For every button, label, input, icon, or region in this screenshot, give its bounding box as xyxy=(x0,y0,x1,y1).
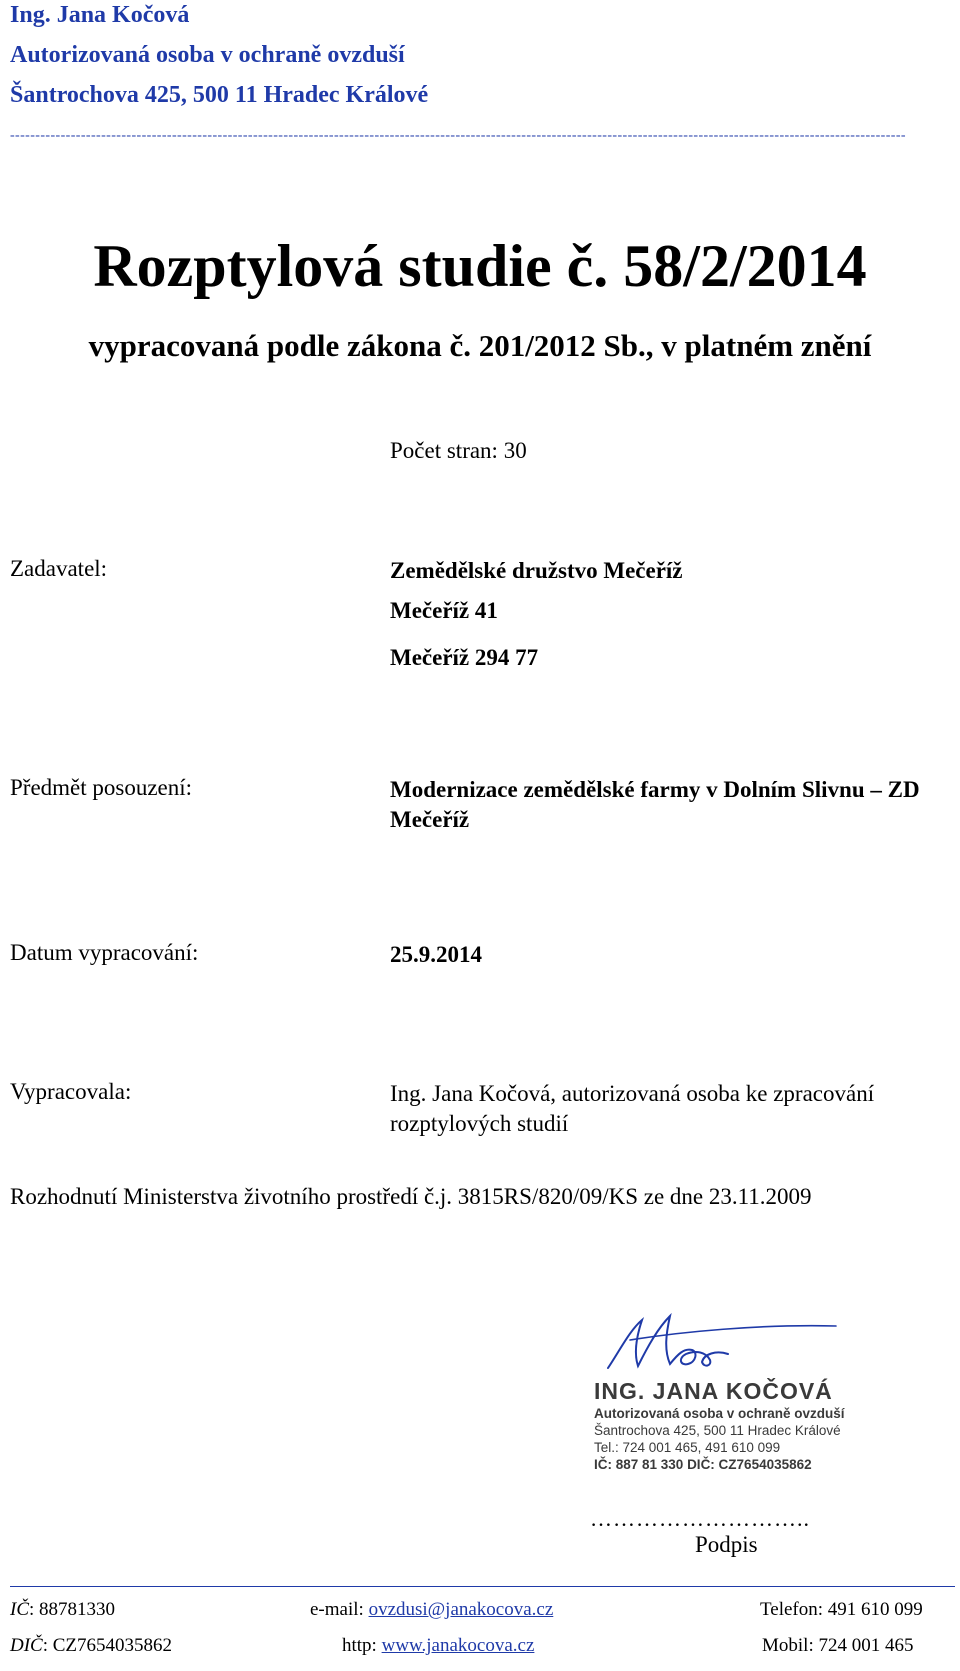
footer-phone: Telefon: 491 610 099 xyxy=(760,1599,923,1620)
stamp-address: Šantrochova 425, 500 11 Hradec Králové xyxy=(594,1423,841,1438)
client-address-line: Mečeříž 41 xyxy=(390,598,498,623)
date-label: Datum vypracování: xyxy=(10,940,199,965)
subject-label: Předmět posouzení: xyxy=(10,775,193,800)
footer-ic-label: IČ xyxy=(10,1599,29,1620)
document-title: Rozptylová studie č. 58/2/2014 xyxy=(93,233,867,299)
email-link[interactable]: ovzdusi@janakocova.cz xyxy=(368,1599,554,1620)
client-city-line: Mečeříž 294 77 xyxy=(390,645,539,670)
footer-dic-label: DIČ xyxy=(10,1635,43,1656)
stamp-name: ING. JANA KOČOVÁ xyxy=(594,1378,833,1404)
footer-email-label: e-mail: xyxy=(310,1599,369,1620)
footer-mobile: Mobil: 724 001 465 xyxy=(762,1635,914,1656)
stamp-phone: Tel.: 724 001 465, 491 610 099 xyxy=(594,1440,781,1455)
footer-dic xyxy=(10,1635,172,1657)
client-name: Zemědělské družstvo Mečeříž xyxy=(390,558,683,583)
client-label: Zadavatel: xyxy=(10,556,108,581)
footer-web-label: http: xyxy=(342,1635,382,1656)
signature-label: Podpis xyxy=(695,1532,758,1557)
footer-web xyxy=(342,1635,534,1657)
page-count: Počet stran: 30 xyxy=(390,438,527,463)
author-stamp xyxy=(594,1378,904,1473)
footer-ic xyxy=(10,1599,115,1621)
header-separator: --------------------------------------------------------------------------------------------------------------------------------------------------------------------------------- xyxy=(10,128,906,143)
footer-ic-value: : 88781330 xyxy=(29,1599,116,1620)
ministry-decision: Rozhodnutí Ministerstva životního prostředí č.j. 3815RS/820/09/KS ze dne 23.11.2009 xyxy=(10,1184,812,1209)
author-label: Vypracovala: xyxy=(10,1079,132,1104)
handwritten-signature xyxy=(600,1310,840,1380)
footer-divider xyxy=(10,1586,955,1587)
web-link[interactable]: www.janakocova.cz xyxy=(381,1635,535,1656)
stamp-role: Autorizovaná osoba v ochraně ovzduší xyxy=(594,1406,845,1421)
signature-dots: ……………………….. xyxy=(590,1506,810,1531)
author-role: Autorizovaná osoba v ochraně ovzduší xyxy=(10,42,405,68)
footer-dic-value: : CZ7654035862 xyxy=(42,1635,173,1656)
document-subtitle: vypracovaná podle zákona č. 201/2012 Sb., v platném znění xyxy=(88,328,872,363)
author-address: Šantrochova 425, 500 11 Hradec Králové xyxy=(10,82,429,108)
author-name: Ing. Jana Kočová xyxy=(10,2,190,28)
footer-email xyxy=(310,1599,553,1621)
subject-value: Modernizace zemědělské farmy v Dolním Slivnu – ZD Mečeříž xyxy=(390,777,920,832)
stamp-ids: IČ: 887 81 330 DIČ: CZ7654035862 xyxy=(594,1457,812,1472)
author-value: Ing. Jana Kočová, autorizovaná osoba ke zpracování rozptylových studií xyxy=(390,1081,875,1136)
date-value: 25.9.2014 xyxy=(390,942,482,967)
